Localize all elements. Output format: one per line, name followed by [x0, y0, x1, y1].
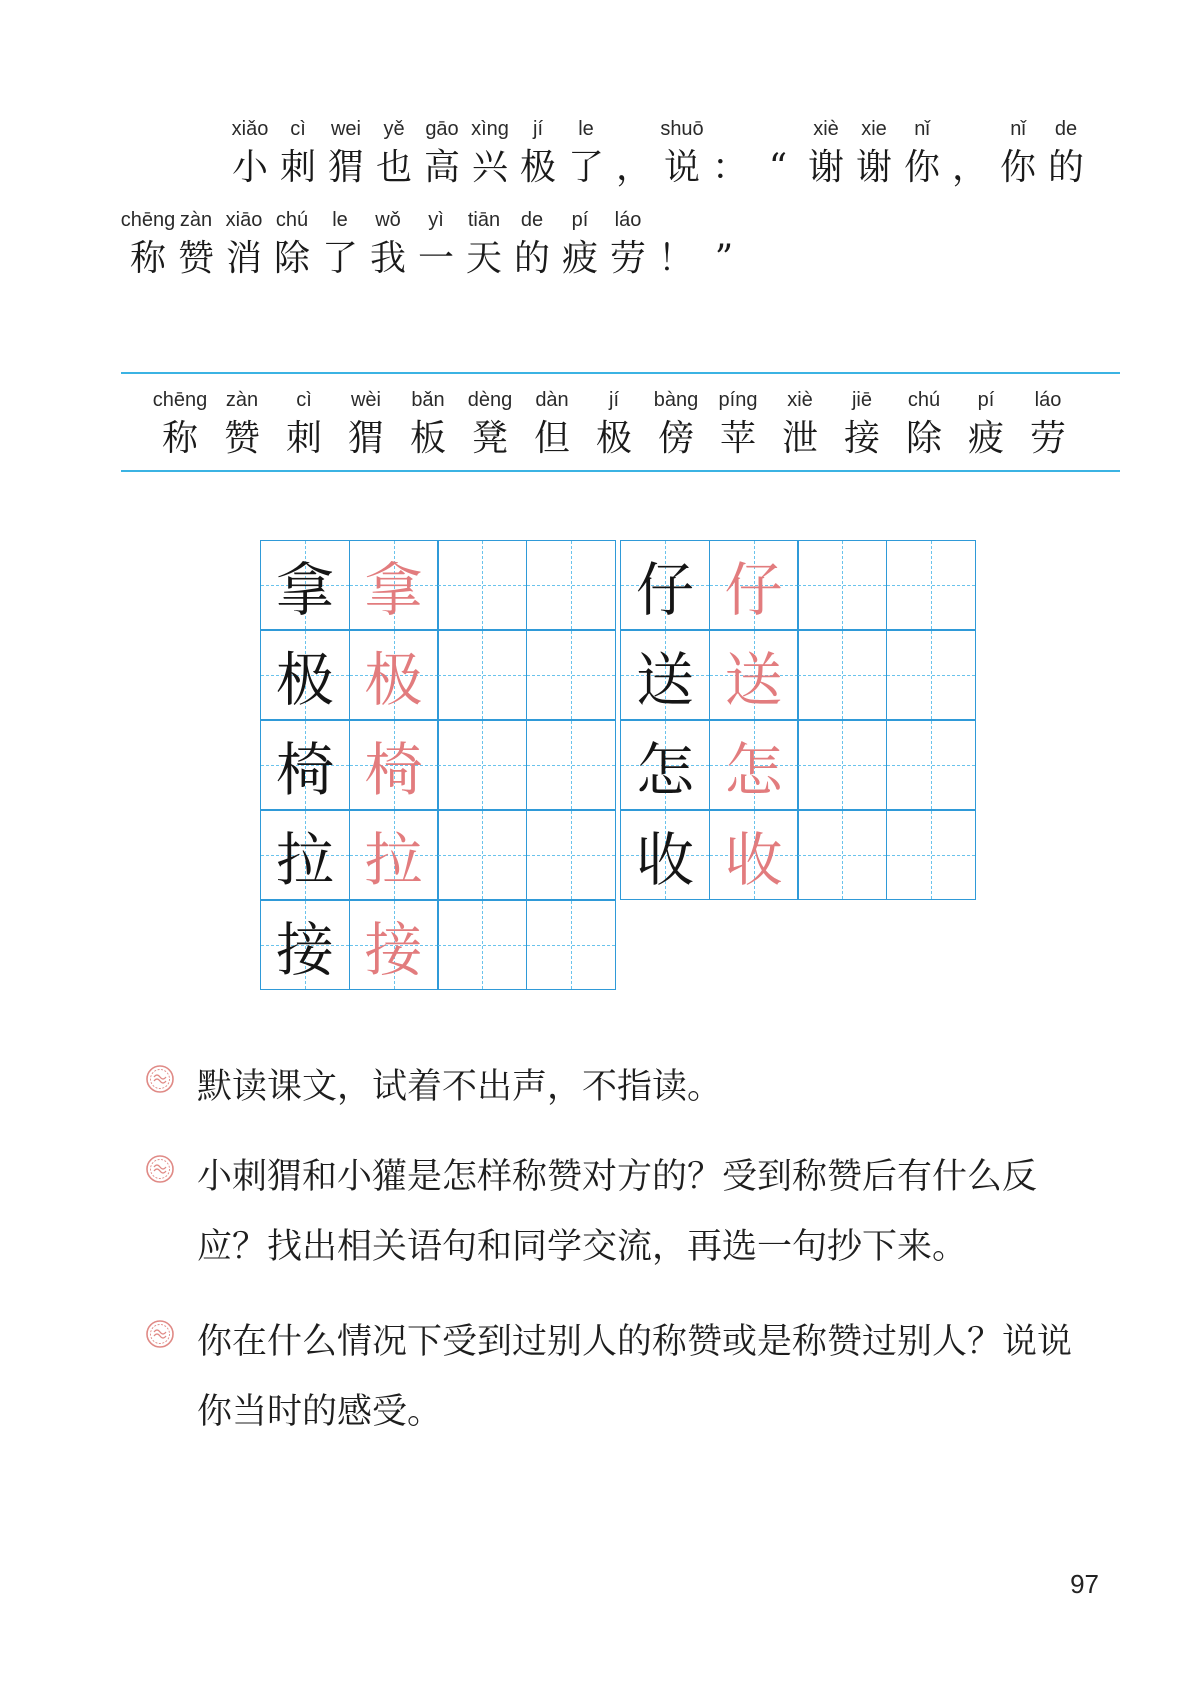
hanzi: 极	[519, 147, 556, 188]
grid-row	[260, 630, 614, 720]
ruby-char	[226, 114, 274, 192]
grid-cell	[260, 540, 350, 630]
trace-character: 送	[724, 646, 783, 714]
exercise-item	[145, 1142, 1105, 1282]
grid-row	[620, 540, 974, 630]
trace-character: 收	[724, 826, 783, 894]
grid-cell	[349, 540, 439, 630]
ruby-char	[955, 385, 1017, 463]
pinyin: bǎn	[411, 389, 445, 411]
ruby-char	[946, 114, 994, 192]
writing-grid-right	[620, 540, 974, 900]
trace-character: 拿	[364, 556, 423, 624]
pinyin: chú	[275, 209, 309, 231]
pinyin: láo	[614, 209, 642, 231]
pinyin: láo	[1034, 389, 1062, 411]
seal-bullet-icon	[145, 1154, 175, 1184]
trace-character: 椅	[364, 736, 423, 804]
hanzi: ：	[711, 147, 748, 188]
ruby-char	[335, 385, 397, 463]
practice-cell[interactable]	[797, 810, 887, 900]
ruby-char	[149, 385, 211, 463]
hanzi: ，	[951, 147, 988, 188]
practice-cell[interactable]	[886, 720, 976, 810]
pinyin: cì	[290, 118, 306, 140]
ruby-char	[707, 385, 769, 463]
hanzi: 说	[663, 147, 700, 188]
pinyin: zàn	[179, 209, 213, 231]
model-character: 送	[635, 646, 694, 714]
pinyin: bàng	[653, 389, 699, 411]
grid-cell	[709, 540, 799, 630]
exercise-text: 默读课文，试着不出声，不指读。	[197, 1067, 723, 1107]
pinyin: wèi	[350, 389, 381, 411]
ruby-char	[850, 114, 898, 192]
grid-cell	[260, 720, 350, 810]
hanzi: 的	[513, 238, 550, 279]
exercise-item	[145, 1307, 1105, 1447]
model-character: 仔	[635, 556, 694, 624]
practice-cell[interactable]	[797, 540, 887, 630]
practice-cell[interactable]	[526, 900, 616, 990]
ruby-char	[172, 205, 220, 283]
ruby-char	[1042, 114, 1090, 192]
story-line-1	[226, 114, 1090, 192]
pinyin: nǐ	[1010, 118, 1026, 140]
hanzi: 猬	[347, 418, 384, 459]
grid-cell	[349, 720, 439, 810]
ruby-char	[412, 205, 460, 283]
ruby-char	[459, 385, 521, 463]
hanzi: 劳	[609, 238, 646, 279]
pinyin: xiè	[813, 118, 839, 140]
grid-row	[260, 720, 614, 810]
ruby-char	[898, 114, 946, 192]
ruby-char	[652, 205, 700, 283]
exercise-text: 小刺猬和小獾是怎样称赞对方的？受到称赞后有什么反应？找出相关语句和同学交流，再选一句抄下来。	[197, 1157, 1038, 1267]
pinyin: shuō	[660, 118, 704, 140]
pinyin: jiē	[851, 389, 872, 411]
model-character: 椅	[275, 736, 334, 804]
ruby-char	[521, 385, 583, 463]
pinyin: le	[332, 209, 348, 231]
pinyin: nǐ	[914, 118, 930, 140]
grid-row	[620, 630, 974, 720]
grid-cell	[260, 900, 350, 990]
pinyin: xiè	[787, 389, 813, 411]
hanzi: ”	[714, 238, 734, 279]
ruby-char	[1017, 385, 1079, 463]
ruby-char	[994, 114, 1042, 192]
pinyin: yì	[428, 209, 444, 231]
pinyin: pí	[571, 209, 589, 231]
hanzi: 称	[161, 418, 198, 459]
grid-cell	[620, 540, 710, 630]
grid-cell	[349, 630, 439, 720]
ruby-char	[120, 205, 176, 283]
ruby-char	[645, 385, 707, 463]
hanzi: 兴	[471, 147, 508, 188]
vocab-list	[149, 385, 1079, 463]
pinyin: xie	[861, 118, 887, 140]
hanzi: 劳	[1029, 418, 1066, 459]
hanzi: 傍	[657, 418, 694, 459]
grid-cell	[709, 720, 799, 810]
ruby-char	[397, 385, 459, 463]
pinyin: chú	[907, 389, 941, 411]
practice-cell[interactable]	[526, 720, 616, 810]
grid-cell	[349, 900, 439, 990]
grid-cell	[620, 720, 710, 810]
pinyin: dèng	[467, 389, 513, 411]
ruby-char	[418, 114, 466, 192]
hanzi: ，	[615, 147, 652, 188]
pinyin: yě	[383, 118, 405, 140]
ruby-char	[583, 385, 645, 463]
hanzi: 的	[1047, 147, 1084, 188]
hanzi: 谢	[855, 147, 892, 188]
ruby-char	[604, 205, 652, 283]
pinyin: píng	[718, 389, 758, 411]
hanzi: 凳	[471, 418, 508, 459]
hanzi: 疲	[967, 418, 1004, 459]
ruby-char	[460, 205, 508, 283]
trace-character: 接	[364, 916, 423, 984]
grid-row	[260, 900, 614, 990]
model-character: 拉	[275, 826, 334, 894]
pinyin: xìng	[471, 118, 509, 140]
pinyin: chēng	[152, 389, 208, 411]
hanzi: 消	[225, 238, 262, 279]
grid-cell	[709, 630, 799, 720]
ruby-char	[322, 114, 370, 192]
hanzi: 你	[903, 147, 940, 188]
ruby-char	[831, 385, 893, 463]
hanzi: 泄	[781, 418, 818, 459]
practice-cell[interactable]	[526, 630, 616, 720]
grid-row	[260, 810, 614, 900]
practice-cell[interactable]	[526, 540, 616, 630]
hanzi: 但	[533, 418, 570, 459]
model-character: 拿	[275, 556, 334, 624]
exercise-text: 你在什么情况下受到过别人的称赞或是称赞过别人？说说你当时的感受。	[197, 1322, 1073, 1432]
hanzi: 刺	[285, 418, 322, 459]
trace-character: 仔	[724, 556, 783, 624]
grid-cell	[709, 810, 799, 900]
ruby-char	[754, 114, 802, 192]
ruby-char	[220, 205, 268, 283]
ruby-char	[556, 205, 604, 283]
pinyin: xiǎo	[231, 118, 269, 140]
ruby-char	[610, 114, 658, 192]
grid-row	[620, 810, 974, 900]
story-line-2	[120, 205, 748, 283]
pinyin: pí	[977, 389, 995, 411]
hanzi: 接	[843, 418, 880, 459]
pinyin: gāo	[425, 118, 459, 140]
hanzi: 高	[423, 147, 460, 188]
ruby-char	[364, 205, 412, 283]
hanzi: ！	[657, 238, 694, 279]
ruby-char	[370, 114, 418, 192]
hanzi: 天	[465, 238, 502, 279]
grid-row	[260, 540, 614, 630]
hanzi: 极	[595, 418, 632, 459]
hanzi: 刺	[279, 147, 316, 188]
pinyin: cì	[296, 389, 312, 411]
hanzi: 称	[129, 238, 166, 279]
practice-cell[interactable]	[437, 720, 527, 810]
practice-cell[interactable]	[886, 540, 976, 630]
pinyin: xiāo	[225, 209, 263, 231]
vocab-band-bottom-rule	[121, 470, 1120, 472]
pinyin: de	[1054, 118, 1078, 140]
grid-cell	[620, 630, 710, 720]
model-character: 极	[275, 646, 334, 714]
hanzi: 我	[369, 238, 406, 279]
trace-character: 拉	[364, 826, 423, 894]
pinyin: wei	[330, 118, 361, 140]
hanzi: 板	[409, 418, 446, 459]
hanzi: 赞	[177, 238, 214, 279]
ruby-char	[316, 205, 364, 283]
pinyin: jí	[533, 118, 543, 140]
hanzi: 除	[273, 238, 310, 279]
practice-cell[interactable]	[886, 810, 976, 900]
ruby-char	[211, 385, 273, 463]
ruby-char	[658, 114, 706, 192]
practice-cell[interactable]	[886, 630, 976, 720]
grid-cell	[349, 810, 439, 900]
hanzi: 赞	[223, 418, 260, 459]
practice-cell[interactable]	[437, 810, 527, 900]
grid-cell	[260, 810, 350, 900]
page-number: 97	[1070, 1569, 1099, 1599]
ruby-char	[706, 114, 754, 192]
ruby-char	[273, 385, 335, 463]
grid-cell	[260, 630, 350, 720]
hanzi: 了	[321, 238, 358, 279]
ruby-char	[268, 205, 316, 283]
hanzi: 你	[999, 147, 1036, 188]
grid-cell	[620, 810, 710, 900]
seal-bullet-icon	[145, 1064, 175, 1094]
seal-bullet-icon	[145, 1319, 175, 1349]
practice-cell[interactable]	[437, 540, 527, 630]
ruby-char	[769, 385, 831, 463]
pinyin: zàn	[225, 389, 259, 411]
hanzi: “	[768, 147, 788, 188]
practice-cell[interactable]	[526, 810, 616, 900]
practice-cell[interactable]	[797, 720, 887, 810]
trace-character: 怎	[724, 736, 783, 804]
pinyin: jí	[609, 389, 619, 411]
pinyin: de	[520, 209, 544, 231]
hanzi: 谢	[807, 147, 844, 188]
ruby-char	[514, 114, 562, 192]
practice-cell[interactable]	[437, 900, 527, 990]
practice-cell[interactable]	[797, 630, 887, 720]
trace-character: 极	[364, 646, 423, 714]
ruby-char	[562, 114, 610, 192]
ruby-char	[802, 114, 850, 192]
model-character: 怎	[635, 736, 694, 804]
hanzi: 苹	[719, 418, 756, 459]
hanzi: 了	[567, 147, 604, 188]
model-character: 接	[275, 916, 334, 984]
hanzi: 一	[417, 238, 454, 279]
grid-row	[620, 720, 974, 810]
hanzi: 疲	[561, 238, 598, 279]
pinyin: dàn	[535, 389, 569, 411]
practice-cell[interactable]	[437, 630, 527, 720]
pinyin: chēng	[120, 209, 176, 231]
ruby-char	[893, 385, 955, 463]
ruby-char	[508, 205, 556, 283]
hanzi: 也	[375, 147, 412, 188]
ruby-char	[700, 205, 748, 283]
hanzi: 猬	[327, 147, 364, 188]
pinyin: wǒ	[375, 209, 401, 231]
pinyin: tiān	[467, 209, 501, 231]
vocab-band-top-rule	[121, 372, 1120, 374]
model-character: 收	[635, 826, 694, 894]
ruby-char	[466, 114, 514, 192]
ruby-char	[274, 114, 322, 192]
hanzi: 小	[231, 147, 268, 188]
pinyin: le	[578, 118, 594, 140]
writing-grid-left	[260, 540, 614, 990]
hanzi: 除	[905, 418, 942, 459]
exercise-item	[145, 1052, 1105, 1122]
